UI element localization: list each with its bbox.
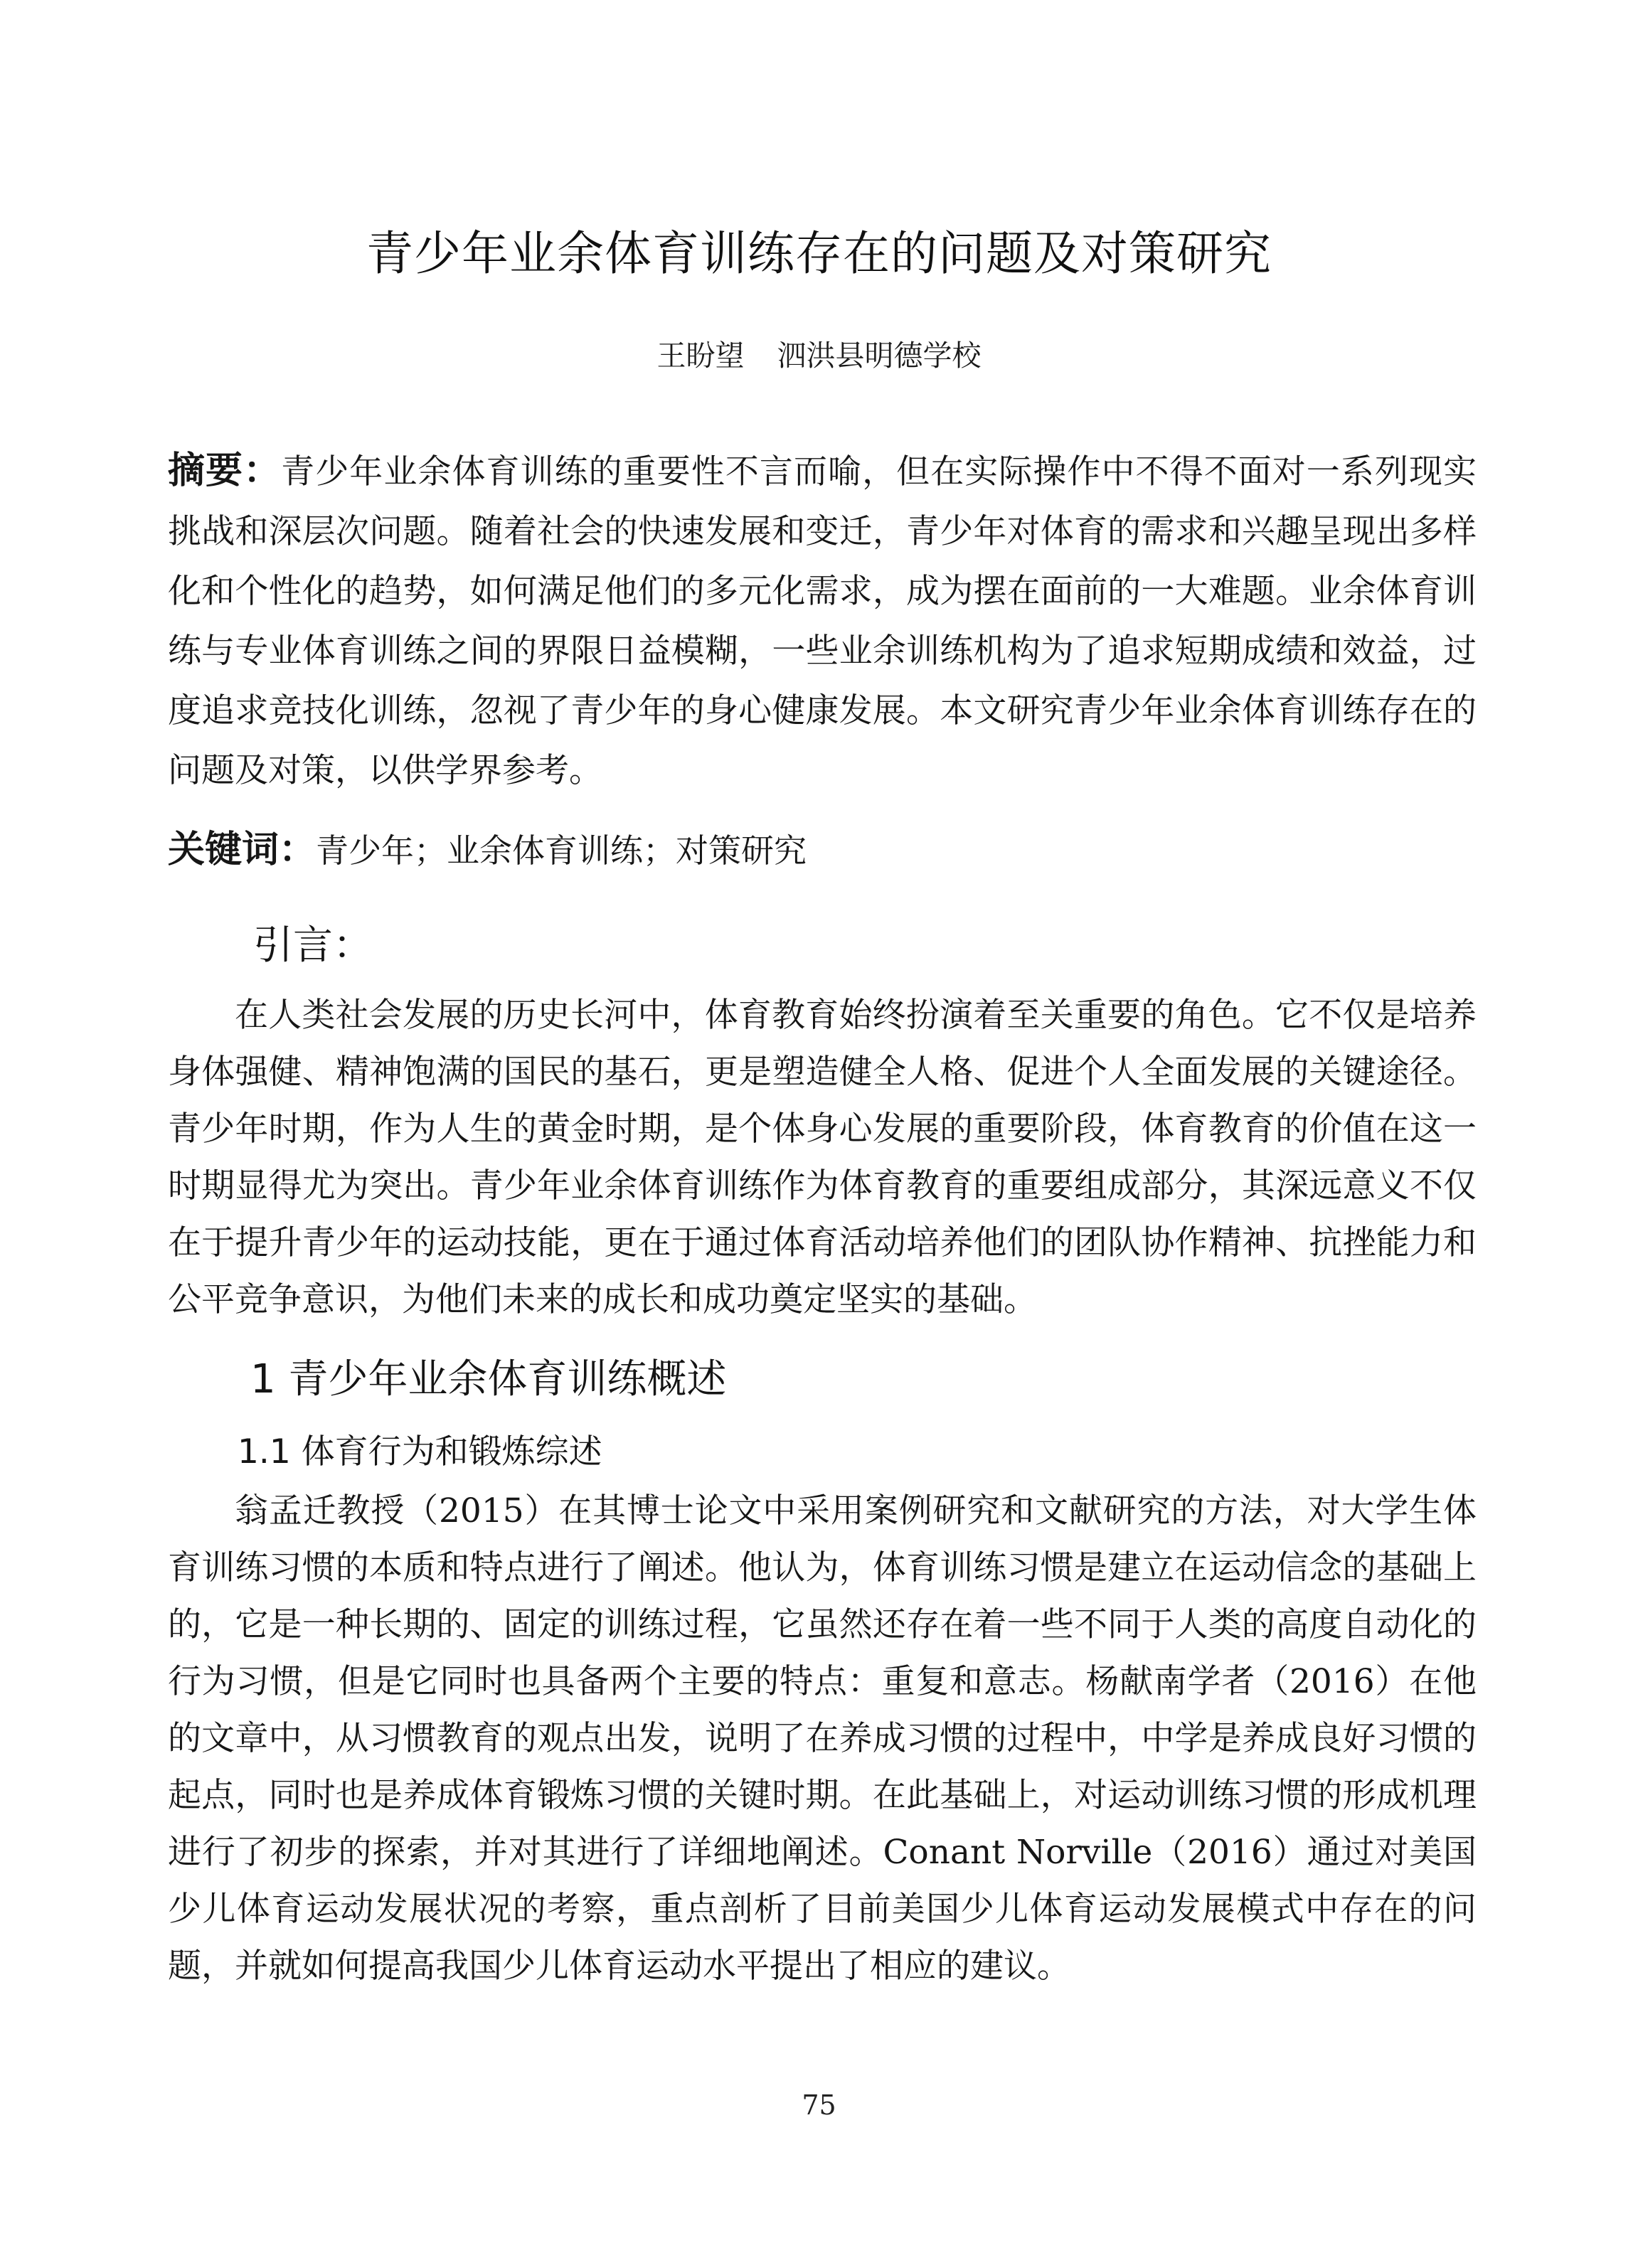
introduction-body	[168, 987, 1477, 1329]
section-1-heading: 1 青少年业余体育训练概述	[250, 1356, 727, 1402]
subsection-1-1-body	[168, 1483, 1477, 1995]
author-name: 王盼望	[656, 339, 745, 373]
abstract-label: 摘要：	[168, 449, 282, 492]
introduction-heading: 引言：	[253, 922, 373, 969]
abstract-text: 青少年业余体育训练的重要性不言而喻，但在实际操作中不得不面对一系列现实挑战和深层次问题。随着社会的快速发展和变迁，青少年对体育的需求和兴趣呈现出多样化和个性化的趋势，如何满足他们的多元化需求，成为摆在面前的一大难题。业余体育训练与专业体育训练之间的界限日益模糊，一些业余训练机构为了追求短期成绩和效益，过度追求竞技化训练，忽视了青少年的身心健康发展。本文研究青少年业余体育训练存在的问题及对策，以供学界参考。	[168, 452, 1477, 790]
abstract	[168, 441, 1477, 801]
author-line	[0, 334, 1638, 377]
introduction-paragraph: 在人类社会发展的历史长河中，体育教育始终扮演着至关重要的角色。它不仅是培养身体强健、精神饱满的国民的基石，更是塑造健全人格、促进个人全面发展的关键途径。青少年时期，作为人生的黄金时期，是个体身心发展的重要阶段，体育教育的价值在这一时期显得尤为突出。青少年业余体育训练作为体育教育的重要组成部分，其深远意义不仅在于提升青少年的运动技能，更在于通过体育活动培养他们的团队协作精神、抗挫能力和公平竞争意识，为他们未来的成长和成功奠定坚实的基础。	[168, 996, 1477, 1319]
keywords-paragraph	[168, 821, 1477, 880]
abstract-paragraph	[168, 441, 1477, 801]
keywords	[168, 821, 1477, 880]
keywords-text: 青少年；业余体育训练；对策研究	[316, 831, 807, 870]
page-number: 75	[802, 2089, 836, 2121]
author-affiliation: 泗洪县明德学校	[777, 339, 982, 373]
subsection-1-1-heading: 1.1 体育行为和锻炼综述	[238, 1432, 602, 1471]
paper-title: 青少年业余体育训练存在的问题及对策研究	[366, 226, 1272, 281]
subsection-1-1-paragraph: 翁孟迁教授（2015）在其博士论文中采用案例研究和文献研究的方法，对大学生体育训练习惯的本质和特点进行了阐述。他认为，体育训练习惯是建立在运动信念的基础上的，它是一种长期的、固定的训练过程，它虽然还存在着一些不同于人类的高度自动化的行为习惯，但是它同时也具备两个主要的特点：重复和意志。杨献南学者（2016）在他的文章中，从习惯教育的观点出发，说明了在养成习惯的过程中，中学是养成良好习惯的起点，同时也是养成体育锻炼习惯的关键时期。在此基础上，对运动训练习惯的形成机理进行了初步的探索，并对其进行了详细地阐述。Conant Norville（2016）通过对美国少儿体育运动发展状况的考察，重点剖析了目前美国少儿体育运动发展模式中存在的问题，并就如何提高我国少儿体育运动水平提出了相应的建议。	[168, 1491, 1477, 1986]
keywords-label: 关键词：	[168, 829, 317, 871]
